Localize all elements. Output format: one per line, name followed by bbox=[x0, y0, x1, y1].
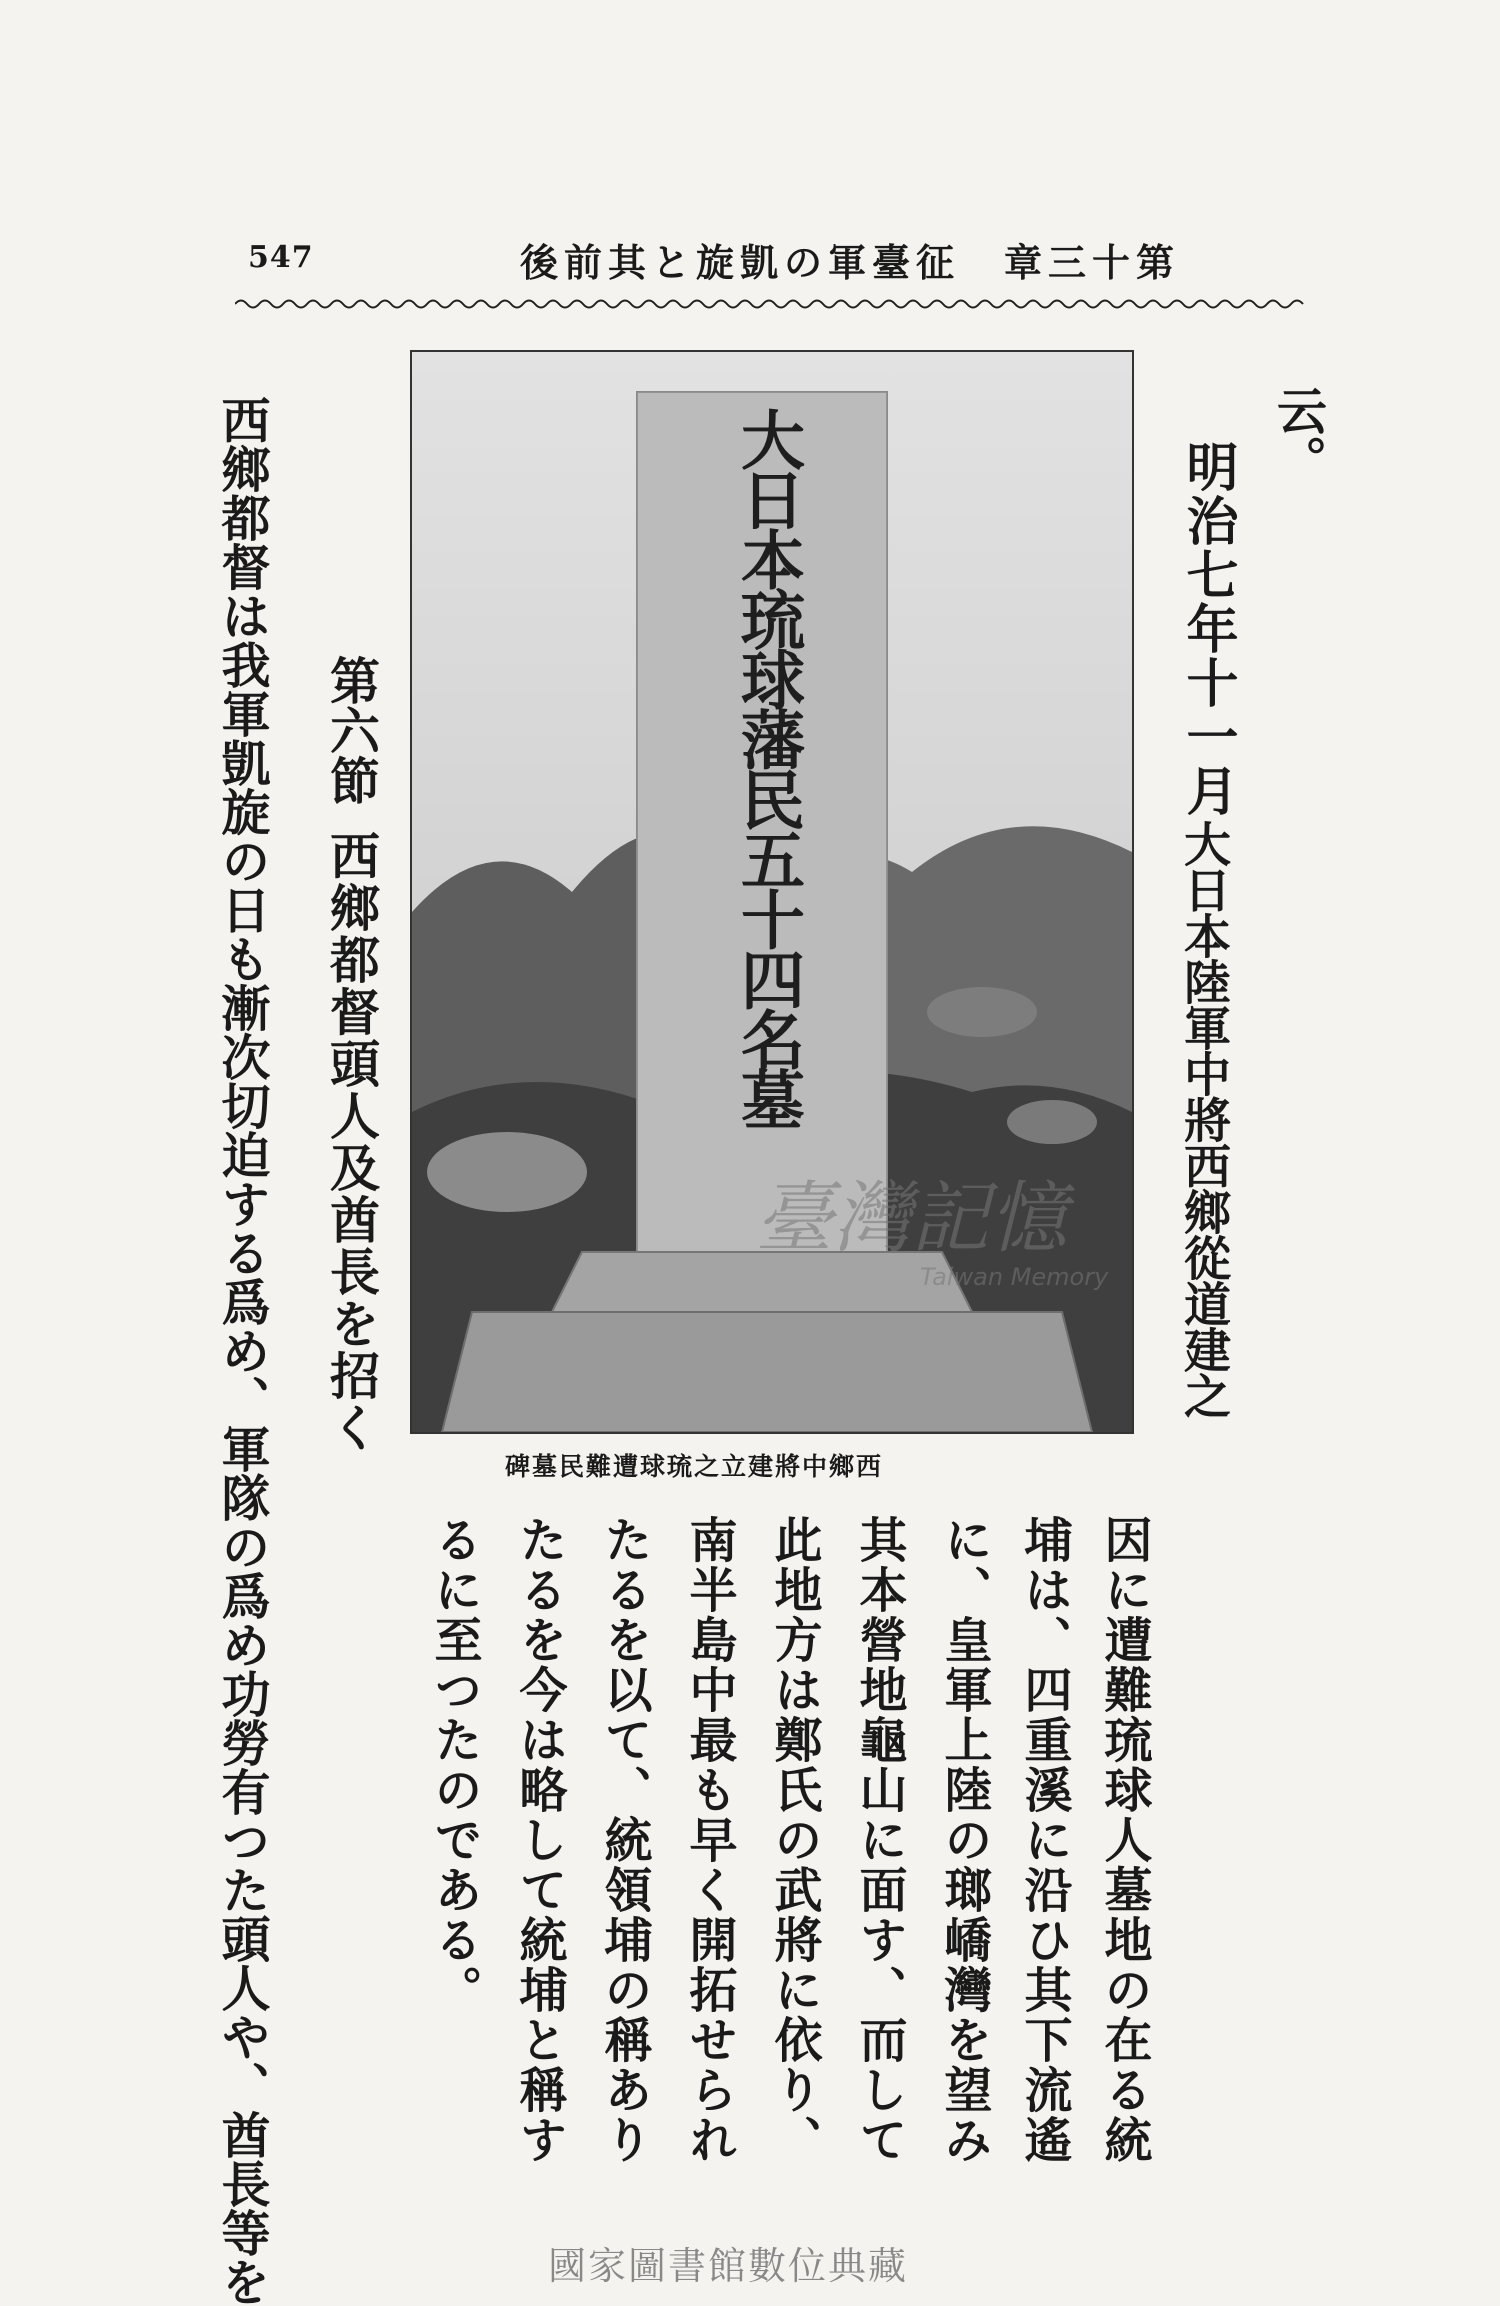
body-column: に、皇軍上陸の瑯嶠灣を望み bbox=[936, 1515, 992, 2165]
svg-text:臺灣記憶: 臺灣記憶 bbox=[755, 1174, 1068, 1264]
page-number: 547 bbox=[248, 240, 314, 275]
body-column: たるを今は略して統埔と稱す bbox=[511, 1515, 567, 2165]
svg-text:Taiwan Memory: Taiwan Memory bbox=[920, 1263, 1109, 1291]
signature-line: 大日本陸軍中將西鄉從道建之 bbox=[1176, 820, 1231, 1418]
body-column: 埔は、四重溪に沿ひ其下流遙 bbox=[1016, 1515, 1072, 2165]
section-number: 第六節 bbox=[322, 655, 381, 805]
body-column: るに至つたのである。 bbox=[426, 1515, 482, 2015]
body-column: 其本營地龜山に面す、而して bbox=[851, 1515, 907, 2165]
body-column: 此地方は鄭氏の武將に依り、 bbox=[766, 1515, 822, 2165]
closing-text: 云。 bbox=[1269, 385, 1328, 485]
body-column: 南半島中最も早く開拓せられ bbox=[681, 1515, 737, 2165]
body-column: たるを以て、統領埔の稱あり bbox=[596, 1515, 652, 2165]
taiwan-memory-watermark bbox=[750, 1150, 1130, 1310]
running-head: 第十三章 征臺軍の凱旋と其前後 bbox=[520, 240, 1181, 285]
gravestone-inscription: 大日本琉球藩民五十四名墓 bbox=[730, 407, 805, 1127]
library-footer: 國家圖書館數位典藏 bbox=[548, 2244, 909, 2288]
photo-caption: 西鄉中將建立之琉球遭難民墓碑 bbox=[505, 1452, 884, 1481]
date-line: 明治七年十一月 bbox=[1177, 440, 1238, 818]
section-title: 西鄉都督頭人及酋長を招く bbox=[322, 830, 381, 1454]
section-body-column: 西鄉都督は我軍凱旋の日も漸次切迫する爲め、軍隊の爲め功勞有つた頭人や、酋長等を bbox=[214, 395, 272, 2306]
body-column: 因に遭難琉球人墓地の在る統 bbox=[1096, 1515, 1152, 2165]
wavy-rule-divider bbox=[235, 296, 1305, 312]
